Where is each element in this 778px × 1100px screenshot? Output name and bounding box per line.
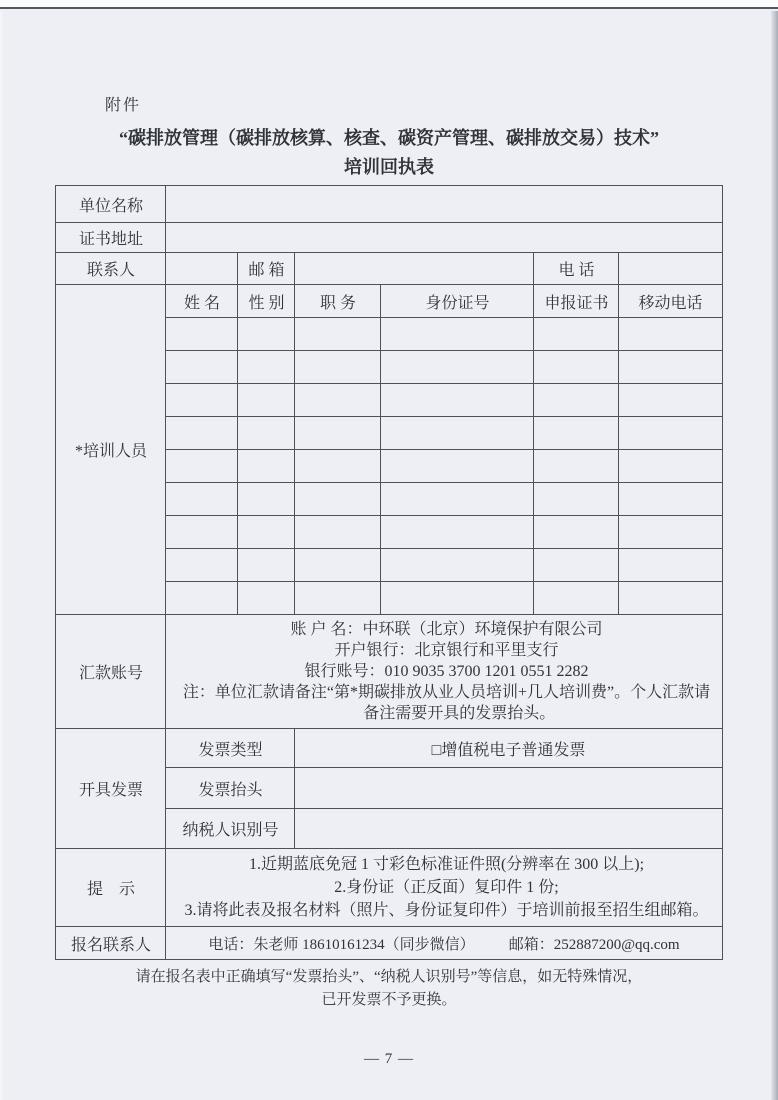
trainee-col-gender: 性 别 [238,285,295,318]
trainee-cell [295,417,381,450]
trainee-cell [295,483,381,516]
taxpayer-id-value-cell [295,809,722,849]
trainee-cell [619,516,722,549]
trainee-cell [238,549,295,582]
remittance-account-number: 银行账号：010 9035 3700 1201 0551 2282 [304,663,589,680]
tips-item-3: 3.请将此表及报名材料（照片、身份证复印件）于培训前报至招生组邮箱。 [184,902,709,919]
invoice-type-option-label: 增值税电子普通发票 [441,741,586,759]
tips-content-cell [166,849,722,927]
unit-name-value-cell [166,186,722,223]
trainee-cell [381,549,534,582]
trainee-cell [619,384,722,417]
trainee-cell [619,450,722,483]
trainee-cell [381,582,534,615]
invoice-type-row [56,729,722,768]
trainee-cell [381,483,534,516]
cert-address-row [56,223,722,253]
trainee-cell [619,417,722,450]
trainee-cell [166,384,238,417]
trainee-col-mobile: 移动电话 [619,285,722,318]
scan-top-edge [0,0,778,9]
trainee-header-row [56,285,722,318]
registration-contact-phone: 电话：朱老师 18610161234（同步微信） [208,936,475,953]
trainee-cell [166,516,238,549]
remittance-bank: 开户银行：北京银行和平里支行 [334,642,559,659]
invoice-type-label: 发票类型 [166,729,295,768]
trainee-cell [381,516,534,549]
invoice-title-value-cell [295,768,722,809]
trainee-cell [381,318,534,351]
unit-name-row [56,186,722,223]
trainee-cell [534,450,619,483]
trainee-cell [238,318,295,351]
trainee-cell [295,351,381,384]
trainee-cell [534,384,619,417]
contact-label: 联系人 [56,253,166,285]
trainee-col-certificate: 申报证书 [534,285,619,318]
trainee-cell [295,450,381,483]
checkbox-icon: □ [431,741,442,759]
remittance-row [56,615,722,729]
taxpayer-id-label: 纳税人识别号 [166,809,295,849]
trainee-cell [534,483,619,516]
trainee-cell [295,582,381,615]
unit-name-label: 单位名称 [56,186,166,223]
trainee-cell [166,549,238,582]
trainee-col-id-number: 身份证号 [381,285,534,318]
scan-right-edge [771,11,778,1100]
trainee-cell [381,351,534,384]
trainees-label: *培训人员 [56,285,166,615]
tips-label: 提 示 [56,849,166,927]
trainee-cell [238,351,295,384]
email-label: 邮 箱 [238,253,295,285]
footer-note-line1: 请在报名表中正确填写“发票抬头”、“纳税人识别号”等信息，如无特殊情况， [135,969,643,985]
registration-contact-row [56,927,722,960]
footer-note [0,966,778,1012]
document-title-line2: 培训回执表 [344,157,434,177]
trainee-cell [381,450,534,483]
trainee-cell [238,483,295,516]
trainee-cell [534,582,619,615]
trainee-col-position: 职 务 [295,285,381,318]
trainee-col-name: 姓 名 [166,285,238,318]
trainee-cell [619,351,722,384]
trainee-cell [166,351,238,384]
trainee-cell [295,384,381,417]
trainee-cell [166,582,238,615]
trainee-cell [238,516,295,549]
footer-note-line2: 已开发票不予更换。 [321,992,457,1008]
invoice-section-label: 开具发票 [56,729,166,849]
remittance-account-name: 账 户 名：中环联（北京）环境保护有限公司 [290,621,603,638]
trainee-cell [534,351,619,384]
remittance-details-cell [166,615,722,729]
trainee-cell [166,318,238,351]
trainee-cell [619,483,722,516]
document-title-line1: “碳排放管理（碳排放核算、核查、碳资产管理、碳排放交易）技术” [119,128,659,148]
email-value-cell [295,253,534,285]
trainee-cell [295,318,381,351]
trainee-cell [381,417,534,450]
invoice-title-label: 发票抬头 [166,768,295,809]
registration-contact-email: 邮箱：252887200@qq.com [508,936,680,953]
training-reply-form-table [55,185,722,960]
page-number: — 7 — [364,1051,414,1067]
trainee-cell [295,516,381,549]
trainee-cell [619,549,722,582]
trainee-cell [534,417,619,450]
phone-label: 电 话 [534,253,619,285]
remittance-label: 汇款账号 [56,615,166,729]
trainee-cell [534,318,619,351]
tips-row [56,849,722,927]
contact-value-cell [166,253,238,285]
cert-address-value-cell [166,223,722,253]
trainee-cell [534,516,619,549]
cert-address-label: 证书地址 [56,223,166,253]
trainee-cell [166,450,238,483]
trainee-cell [619,318,722,351]
attachment-label: 附件 [105,97,142,114]
tips-item-2: 2.身份证（正反面）复印件 1 份; [334,879,559,896]
invoice-type-value-cell [295,729,722,768]
trainee-cell [238,450,295,483]
trainee-cell [381,384,534,417]
scanned-page [0,11,778,1068]
tips-item-1: 1.近期蓝底免冠 1 寸彩色标准证件照(分辨率在 300 以上); [248,856,645,873]
trainee-cell [238,582,295,615]
trainee-cell [166,483,238,516]
phone-value-cell [619,253,722,285]
trainee-cell [238,417,295,450]
trainee-cell [238,384,295,417]
registration-contact-label: 报名联系人 [56,927,166,960]
remittance-note: 注：单位汇款请备注“第*期碳排放从业人员培训+几人培训费”。个人汇款请备注需要开具的发票抬头。 [182,684,711,722]
trainee-cell [295,549,381,582]
trainee-cell [534,549,619,582]
contact-row [56,253,722,285]
trainee-cell [619,582,722,615]
trainee-cell [166,417,238,450]
registration-contact-cell [166,927,722,960]
